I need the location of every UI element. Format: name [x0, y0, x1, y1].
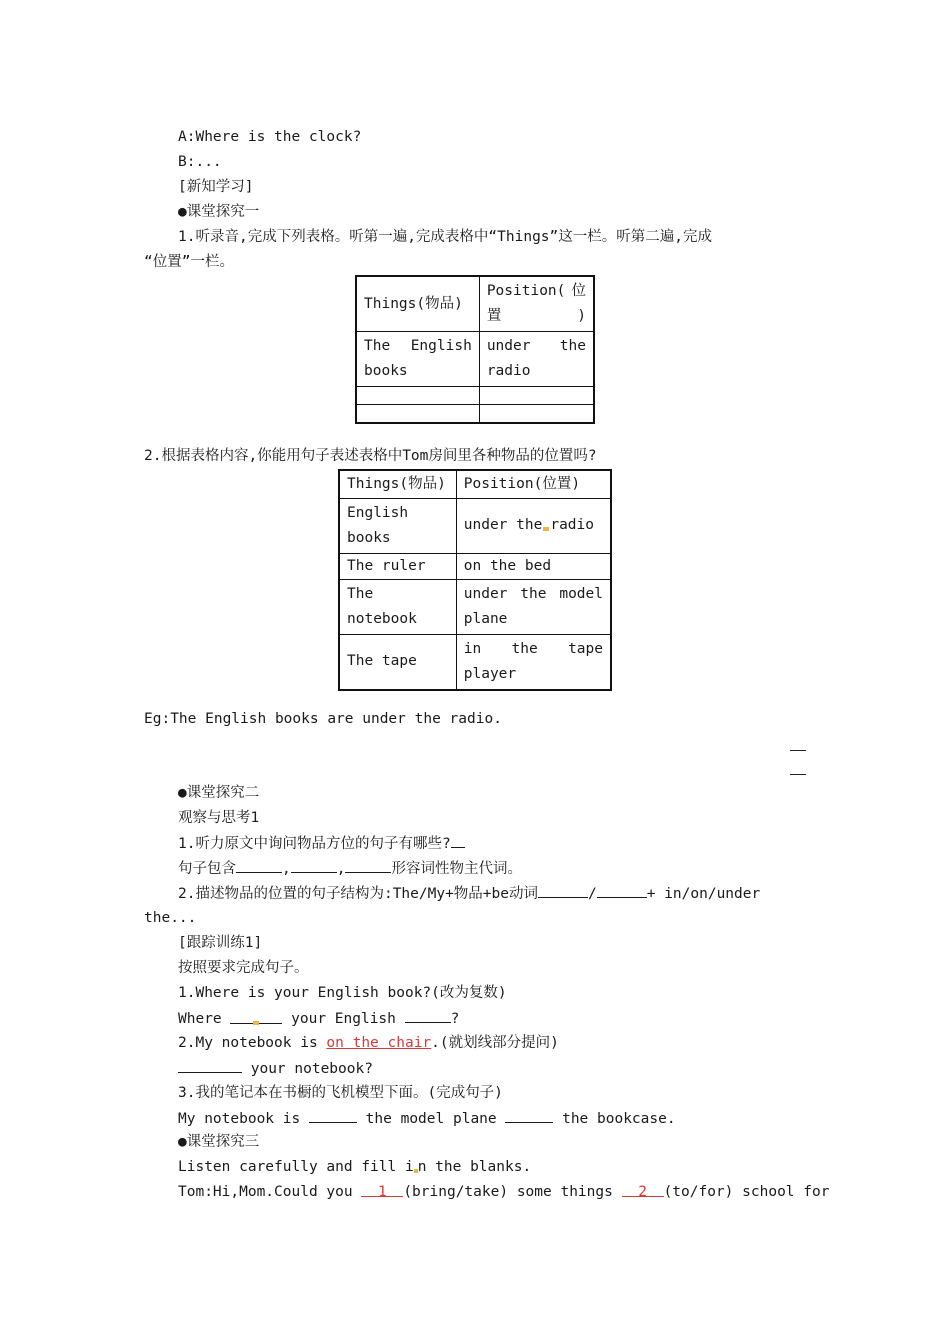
instruction-text: Listen carefully and fill i — [178, 1159, 414, 1175]
answer-blank[interactable] — [291, 858, 337, 873]
position-text: radio — [550, 517, 594, 533]
answer-blank[interactable] — [230, 1009, 282, 1024]
explore-two-subtitle: 观察与思考1 — [178, 810, 260, 826]
example-sentence: Eg:The English books are under the radio. — [144, 711, 502, 727]
table-cell-empty — [479, 387, 594, 405]
answer-blank[interactable] — [597, 883, 647, 898]
table-cell: The tape — [339, 634, 456, 690]
numbered-blank-1[interactable]: 1 — [361, 1182, 403, 1197]
explore-two-question-1 — [178, 833, 465, 854]
practice-item-3: 3.我的笔记本在书橱的飞机模型下面。(完成句子) — [178, 1085, 503, 1101]
table-cell: English books — [339, 498, 456, 553]
question-text: 2.My notebook is — [178, 1035, 327, 1051]
practice-item-2 — [178, 1033, 559, 1053]
explore-three-dialog-line — [178, 1182, 829, 1202]
explore-two-question-1-line-2 — [178, 858, 522, 879]
instruction-text: n the blanks. — [417, 1159, 532, 1175]
answer-text: the bookcase. — [553, 1111, 676, 1127]
dialog-line-a: A:Where is the clock? — [178, 129, 362, 145]
question-text: + in/on/under — [646, 886, 761, 902]
dialog-line-b: B:... — [178, 154, 222, 170]
practice-item-1-answer — [178, 1008, 459, 1029]
separator: / — [588, 886, 597, 902]
table-cell: under the radio — [479, 332, 594, 387]
answer-blank[interactable] — [451, 833, 465, 848]
question-text: 1.听力原文中询问物品方位的句子有哪些? — [178, 836, 451, 852]
table-header-position: Position(位置) — [479, 276, 594, 332]
numbered-blank-2[interactable]: 2 — [622, 1182, 664, 1197]
answer-text: My notebook is — [178, 1111, 309, 1127]
table-header-things: Things(物品) — [356, 276, 479, 332]
table-cell-with-marker — [456, 498, 611, 553]
explore-three-instruction — [178, 1157, 531, 1177]
practice-item-2-answer — [178, 1058, 373, 1079]
answer-text: your English — [291, 1011, 396, 1027]
explore-three-title: ●课堂探究三 — [178, 1134, 260, 1150]
separator: , — [336, 861, 346, 877]
answer-blank[interactable] — [345, 858, 391, 873]
practice-item-1: 1.Where is your English book?(改为复数) — [178, 985, 507, 1001]
position-text: under the — [463, 517, 543, 533]
question-text: .(就划线部分提问) — [431, 1035, 559, 1051]
table-header-things: Things(物品) — [339, 470, 456, 498]
table-cell: in the tape player — [456, 634, 611, 690]
dialog-text: (bring/take) some things — [403, 1184, 622, 1200]
answer-text: your notebook? — [242, 1061, 373, 1077]
table-header-position: Position(位置) — [456, 470, 611, 498]
dialog-text: Tom:Hi,Mom.Could you — [178, 1184, 362, 1200]
answer-blank[interactable] — [538, 883, 588, 898]
practice-item-3-answer — [178, 1108, 676, 1129]
practice-instruction: 按照要求完成句子。 — [178, 960, 309, 976]
explore-one-question-1-line-2: “位置”一栏。 — [144, 254, 234, 270]
answer-text: the model plane — [356, 1111, 506, 1127]
table-cell-empty — [356, 387, 479, 405]
explore-two-title: ●课堂探究二 — [178, 785, 260, 801]
highlight-marker — [253, 1021, 259, 1025]
answer-blank[interactable] — [505, 1108, 553, 1123]
table-cell: The ruler — [339, 553, 456, 579]
underlined-phrase: on the chair — [326, 1035, 432, 1051]
explore-one-question-2: 2.根据表格内容,你能用句子表述表格中Tom房间里各种物品的位置吗? — [144, 448, 597, 464]
table-cell: on the bed — [456, 553, 611, 579]
dialog-text: (to/for) school for — [663, 1184, 830, 1200]
question-text: 形容词性物主代词。 — [391, 861, 522, 877]
answer-dash — [790, 750, 806, 751]
answer-blank[interactable] — [309, 1108, 357, 1123]
separator: , — [282, 861, 291, 877]
highlight-marker — [543, 527, 549, 531]
answer-dash — [790, 774, 806, 775]
question-text: 句子包含 — [178, 861, 236, 877]
table-cell: under the model plane — [456, 579, 611, 634]
explore-one-question-1-line-1: 1.听录音,完成下列表格。听第一遍,完成表格中“Things”这一栏。听第二遍,完成 — [178, 229, 712, 245]
answer-blank[interactable] — [178, 1058, 242, 1073]
section-heading-new-knowledge: [新知学习] — [178, 179, 254, 195]
table-cell: The notebook — [339, 579, 456, 634]
table-cell: The English books — [356, 332, 479, 387]
question-text: 2.描述物品的位置的句子结构为:The/My+物品+be动词 — [178, 886, 538, 902]
listening-table — [355, 275, 595, 424]
explore-two-question-2-line-2: the... — [144, 910, 197, 926]
explore-one-title: ●课堂探究一 — [178, 204, 260, 220]
answer-blank[interactable] — [405, 1008, 451, 1023]
explore-two-question-2 — [178, 883, 760, 904]
answer-blank[interactable] — [236, 858, 282, 873]
practice-heading: [跟踪训练1] — [178, 935, 263, 951]
table-cell-empty — [479, 405, 594, 423]
answer-text: Where — [178, 1011, 222, 1027]
table-cell-empty — [356, 405, 479, 423]
positions-table — [338, 469, 612, 691]
answer-text: ? — [450, 1011, 460, 1027]
